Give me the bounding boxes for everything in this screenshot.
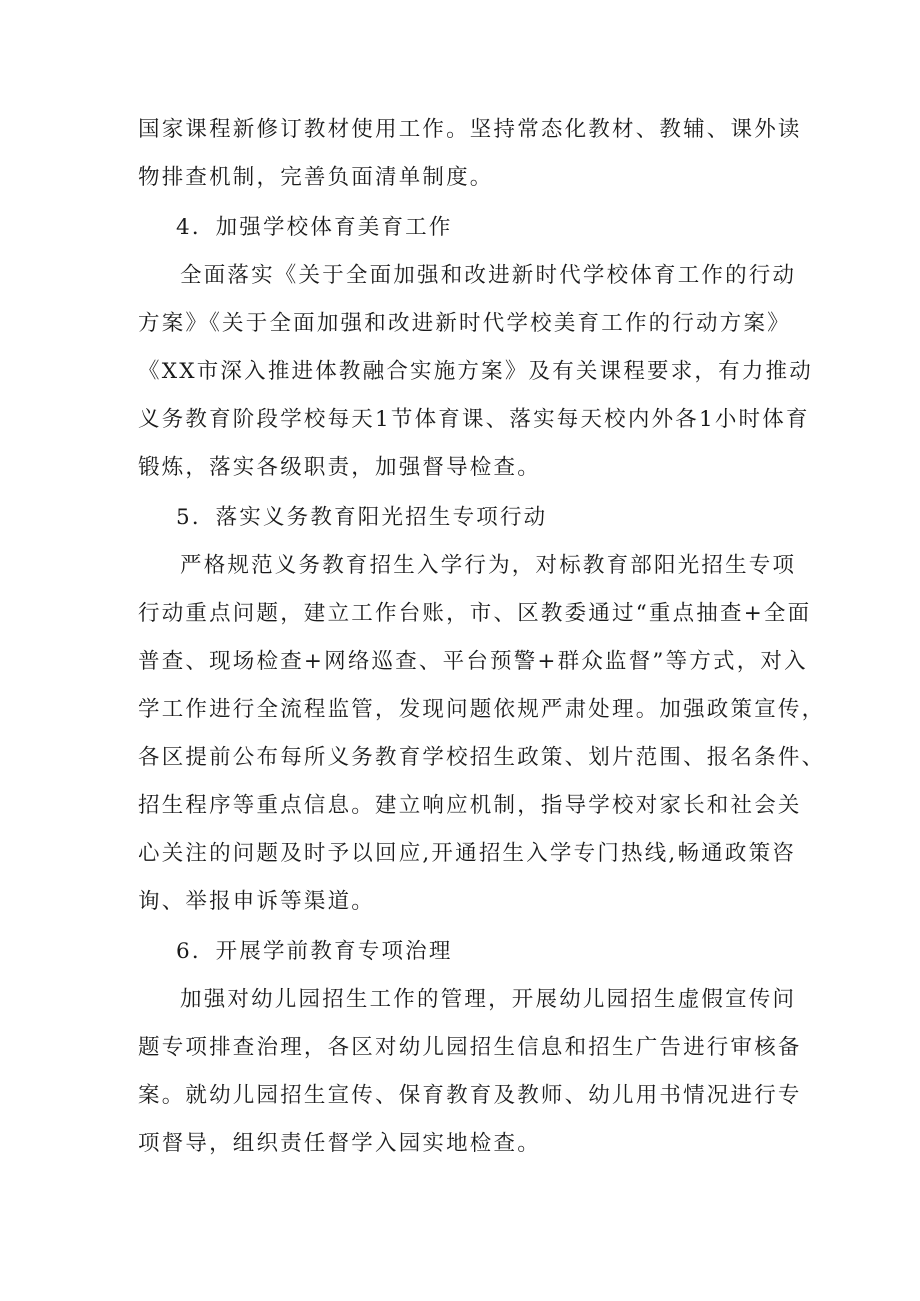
- text-line: 学工作进行全流程监管，发现问题依规严肃处理。加强政策宣传，: [138, 697, 826, 722]
- text-line: 严格规范义务教育招生入学行为，对标教育部阳光招生专项: [180, 553, 797, 578]
- text-line: 普查、现场检查+网络巡查、平台预警+群众监督”等方式，对入: [138, 649, 808, 674]
- text-line: 题专项排查治理，各区对幼儿园招生信息和招生广告进行审核备: [138, 1035, 802, 1060]
- section-heading-4: [138, 204, 798, 252]
- text-line: 案。就幼儿园招生宣传、保育教育及教师、幼儿用书情况进行专: [138, 1083, 802, 1108]
- paragraph-enrollment: [138, 542, 826, 926]
- text-line: 行动重点问题，建立工作台账，市、区教委通过“重点抽查+全面: [138, 601, 812, 626]
- text-line: 国家课程新修订教材使用工作。坚持常态化教材、教辅、课外读: [138, 117, 802, 142]
- text-line: 义务教育阶段学校每天1节体育课、落实每天校内外各1小时体育: [138, 407, 810, 432]
- text-line: 加强对幼儿园招生工作的管理，开展幼儿园招生虚假宣传问: [180, 987, 797, 1012]
- heading-text: 6．开展学前教育专项治理: [176, 939, 453, 964]
- text-line: 招生程序等重点信息。建立响应机制，指导学校对家长和社会关: [138, 793, 802, 818]
- paragraph-sports-arts: [138, 252, 813, 492]
- text-line: 全面落实《关于全面加强和改进新时代学校体育工作的行动: [180, 263, 797, 288]
- section-heading-6: [138, 928, 798, 976]
- text-line: 项督导，组织责任督学入园实地检查。: [138, 1131, 541, 1156]
- paragraph-continuation: [138, 106, 802, 202]
- heading-text: 5．落实义务教育阳光招生专项行动: [176, 505, 548, 530]
- text-line: 询、举报申诉等渠道。: [138, 889, 376, 914]
- section-heading-5: [138, 494, 798, 542]
- paragraph-preschool: [138, 976, 802, 1168]
- heading-text: 4．加强学校体育美育工作: [176, 215, 453, 240]
- text-line: 心关注的问题及时予以回应,开通招生入学专门热线,畅通政策咨: [138, 841, 796, 866]
- text-line: 各区提前公布每所义务教育学校招生政策、划片范围、报名条件、: [138, 745, 826, 770]
- text-line: 物排查机制，完善负面清单制度。: [138, 165, 494, 190]
- text-line: 《XX市深入推进体教融合实施方案》及有关课程要求，有力推动: [138, 359, 813, 384]
- text-line: 锻炼，落实各级职责，加强督导检查。: [138, 455, 541, 480]
- text-line: 方案》《关于全面加强和改进新时代学校美育工作的行动方案》: [138, 311, 791, 336]
